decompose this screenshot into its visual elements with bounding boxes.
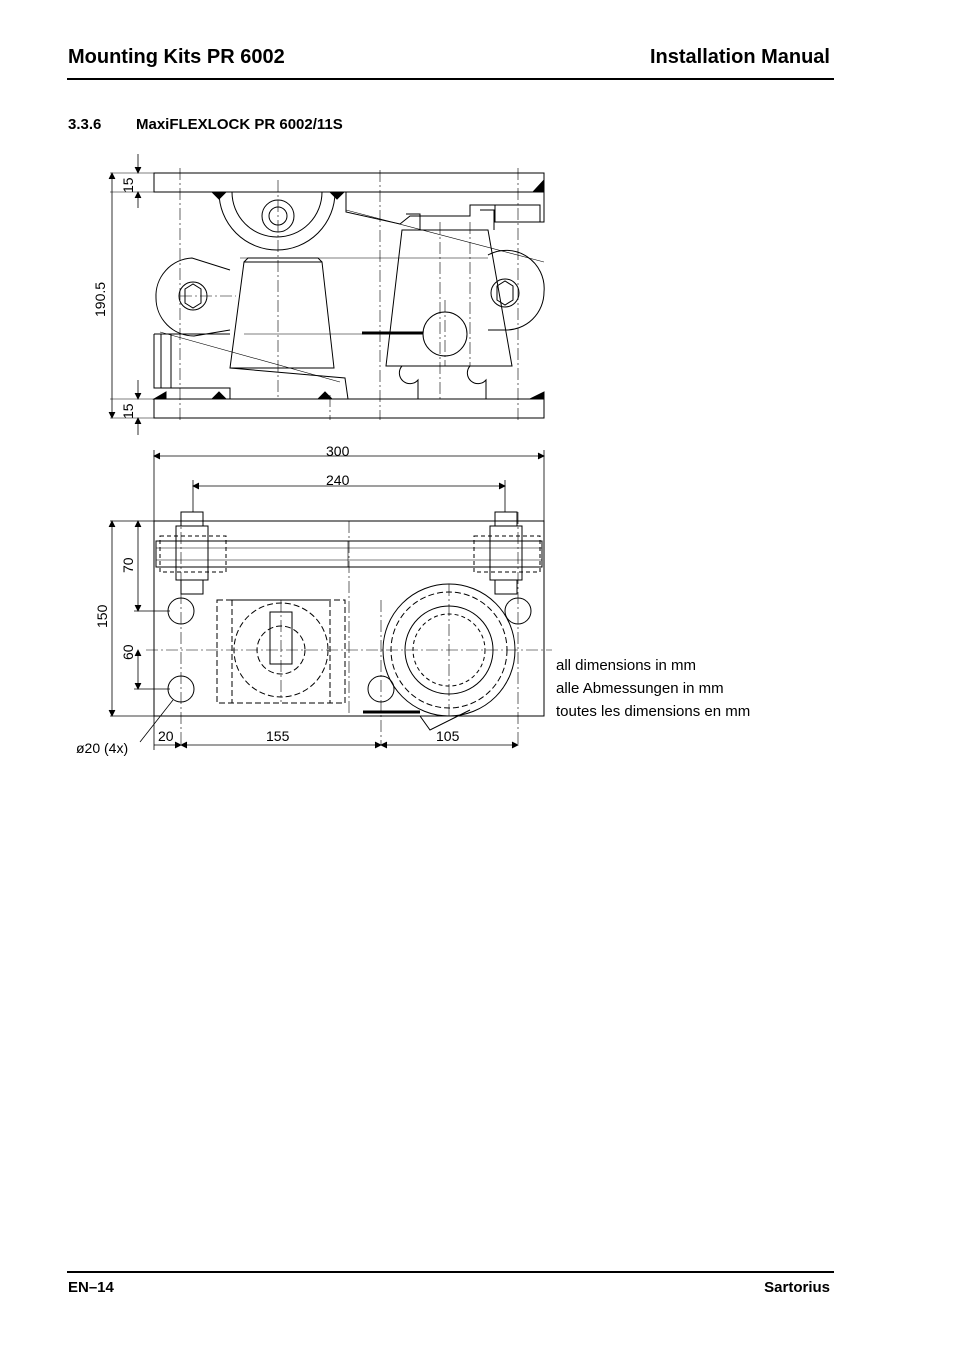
dim-top-plate: 15 (120, 177, 136, 193)
dim-hole-edge: 20 (158, 728, 174, 744)
dim-hole-diameter: ø20 (4x) (76, 740, 129, 756)
dim-bottom-plate: 15 (120, 403, 136, 419)
side-view-dimension-labels (92, 177, 136, 419)
dim-upper-offset: 70 (120, 557, 136, 573)
dim-height-total: 150 (94, 604, 110, 628)
dim-span-right: 105 (436, 728, 460, 744)
units-note-fr: toutes les dimensions en mm (556, 703, 751, 720)
top-view (109, 450, 552, 750)
units-note (556, 654, 750, 723)
units-note-en: all dimensions in mm (556, 657, 697, 674)
footer-rule (67, 1271, 834, 1273)
dim-hole-spacing: 240 (326, 472, 350, 488)
page-number: EN–14 (68, 1279, 114, 1296)
document-type: Installation Manual (649, 46, 830, 68)
section-title: MaxiFLEXLOCK PR 6002/11S (136, 116, 343, 133)
dim-lower-offset: 60 (120, 644, 136, 660)
dim-side-height: 190.5 (92, 281, 108, 317)
document-title: Mounting Kits PR 6002 (68, 46, 285, 68)
section-number: 3.3.6 (68, 116, 102, 133)
units-note-de: alle Abmessungen in mm (556, 680, 724, 697)
dim-span-left: 155 (266, 728, 290, 744)
company-name: Sartorius (764, 1279, 830, 1296)
dim-width-total: 300 (326, 443, 350, 459)
side-view (109, 154, 544, 435)
